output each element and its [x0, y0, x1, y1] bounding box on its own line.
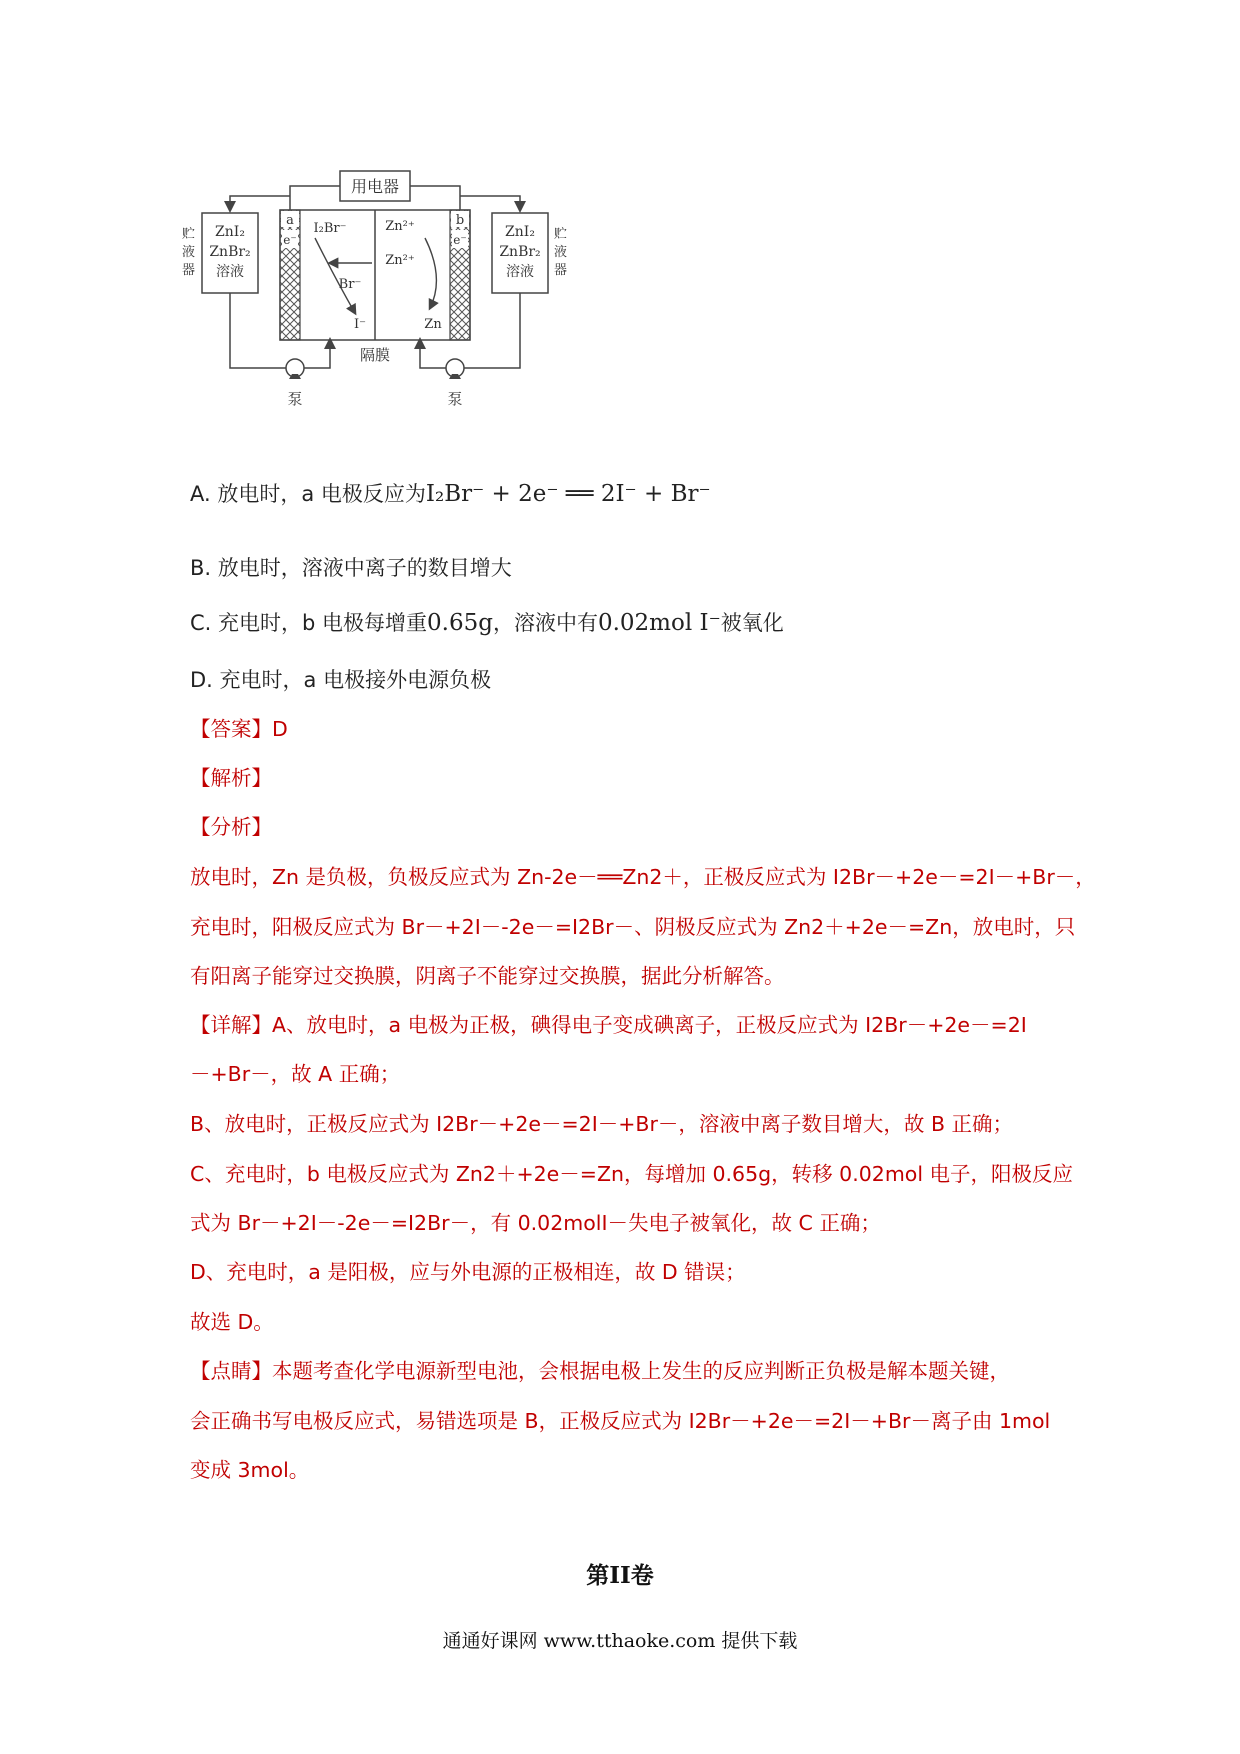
detail-line-5: 式为 Br－+2I－-2e－=I2Br－，有 0.02molI－失电子被氧化，故 C 正确；: [190, 1211, 881, 1235]
option-c: [190, 607, 784, 637]
dianjing-text-1: 本题考查化学电源新型电池，会根据电极上发生的反应判断正负极是解本题关键，: [272, 1359, 1010, 1383]
electrode-a: [280, 210, 300, 340]
left-tank-line2: ZnBr₂: [209, 244, 251, 260]
pump-left-label: 泵: [287, 390, 303, 408]
option-a-formula: I₂Br⁻ + 2e⁻ ══ 2I⁻ + Br⁻: [425, 481, 711, 507]
appliance-label: 用电器: [350, 177, 400, 196]
fenxi-line-3: 有阳离子能穿过交换膜，阴离子不能穿过交换膜，据此分析解答。: [190, 964, 785, 988]
option-a: [190, 478, 711, 508]
right-tank-side-label: 贮液器: [554, 227, 568, 278]
species-zn2-mid: Zn²⁺: [385, 253, 415, 268]
option-c-formula1: 0.65g: [427, 610, 493, 636]
dianjing-line-3: 变成 3mol。: [190, 1458, 310, 1482]
dianjing-line-2: 会正确书写电极反应式，易错选项是 B，正极反应式为 I2Br－+2e－=2I－+Br－离子由 1mol: [190, 1409, 1051, 1433]
electrode-a-label: a: [286, 213, 294, 228]
detail-line-4: C、充电时，b 电极反应式为 Zn2＋+2e－=Zn，每增加 0.65g，转移 0.02mol 电子，阳极反应: [190, 1162, 1074, 1186]
answer-value: D: [272, 717, 288, 741]
fenxi-line-2: 充电时，阳极反应式为 Br－+2I－-2e－=I2Br－、阴极反应式为 Zn2＋+2e－=Zn，放电时，只: [190, 915, 1076, 939]
dianjing-line-1: [190, 1354, 1010, 1384]
analysis-tag: 【解析】: [190, 766, 272, 790]
right-tank-line2: ZnBr₂: [499, 244, 541, 260]
detail-line-2: －+Br－，故 A 正确；: [190, 1062, 401, 1086]
answer-line: [190, 712, 288, 742]
dianjing-tag: 【点睛】: [190, 1359, 272, 1383]
electron-left-label: e⁻: [283, 233, 297, 247]
electrode-b-label: b: [455, 213, 465, 228]
option-d: D. 充电时，a 电极接外电源负极: [190, 668, 492, 692]
detail-line-6: D、充电时，a 是阳极，应与外电源的正极相连，故 D 错误；: [190, 1260, 746, 1284]
fenxi-tag: 【分析】: [190, 815, 272, 839]
fenxi-line-1: 放电时，Zn 是负极，负极反应式为 Zn-2e－══Zn2＋，正极反应式为 I2Br－+2e－=2I－+Br－，: [190, 865, 1096, 889]
species-i2br: I₂Br⁻: [313, 221, 347, 236]
species-br: Br⁻: [338, 277, 362, 292]
left-tank-line1: ZnI₂: [215, 224, 245, 240]
pump-right-label: 泵: [447, 390, 463, 408]
detail-line-1: [190, 1008, 1027, 1038]
left-tank-line3: 溶液: [216, 264, 244, 280]
electron-right-label: e⁻: [453, 233, 467, 247]
membrane-label: 隔膜: [359, 346, 391, 364]
right-tank-line1: ZnI₂: [505, 224, 535, 240]
right-tank-line3: 溶液: [506, 264, 534, 280]
section-title: 第II卷: [586, 1562, 654, 1589]
detail-tag: 【详解】: [190, 1013, 272, 1037]
option-b: B. 放电时，溶液中离子的数目增大: [190, 556, 512, 580]
species-zn: Zn: [424, 317, 442, 332]
page-footer: 通通好课网 www.tthaoke.com 提供下载: [442, 1630, 798, 1652]
detail-line-7: 故选 D。: [190, 1310, 274, 1334]
option-a-text: A. 放电时，a 电极反应为: [190, 482, 426, 506]
detail-line-3: B、放电时，正极反应式为 I2Br－+2e－=2I－+Br－，溶液中离子数目增大，故 B 正确；: [190, 1112, 1014, 1136]
battery-diagram: [182, 168, 570, 428]
battery-diagram-svg: [182, 168, 570, 428]
species-zn2-top: Zn²⁺: [385, 219, 415, 234]
electrode-b: [450, 210, 470, 340]
species-i: I⁻: [354, 317, 366, 332]
left-tank-side-label: 贮液器: [182, 227, 196, 278]
answer-tag: 【答案】: [190, 717, 272, 741]
option-c-text3: 被氧化: [720, 611, 784, 635]
option-c-text2: ，溶液中有: [492, 611, 598, 635]
detail-text-1: A、放电时，a 电极为正极，碘得电子变成碘离子，正极反应式为 I2Br－+2e－=2I: [272, 1013, 1027, 1037]
option-c-text1: C. 充电时，b 电极每增重: [190, 611, 428, 635]
option-c-formula2: 0.02mol I⁻: [597, 610, 721, 636]
